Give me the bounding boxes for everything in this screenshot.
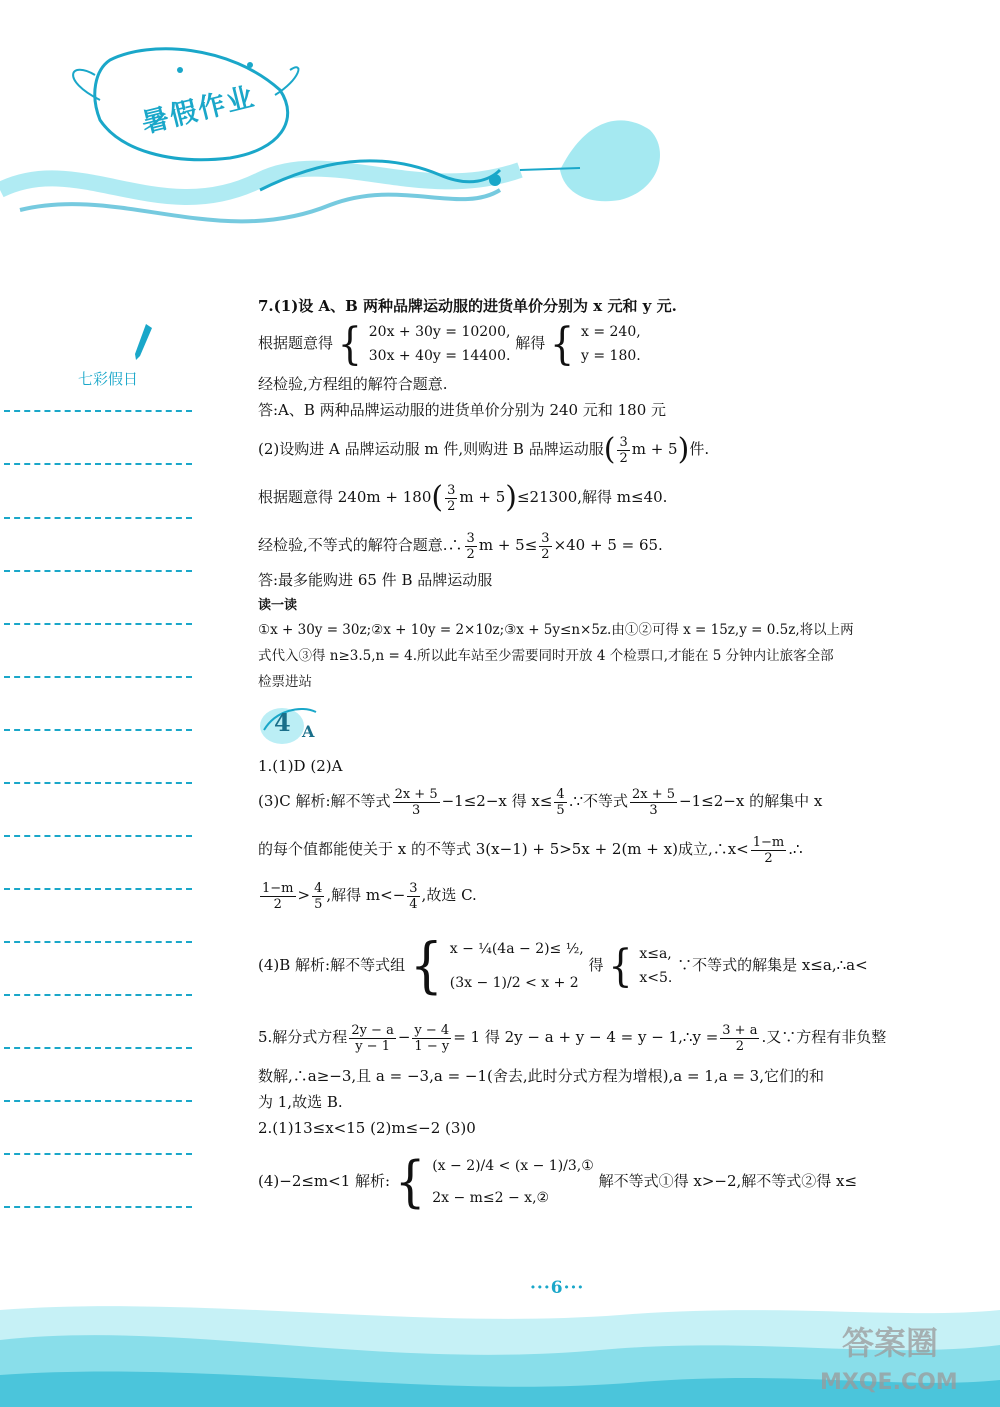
paren-open: ( (603, 432, 616, 467)
q7-system-line (258, 320, 641, 368)
ans-3-line2 (258, 832, 803, 866)
a3-text-i: ,故选 C. (421, 886, 477, 904)
fraction (349, 1023, 396, 1054)
fraction (751, 835, 787, 866)
note-line (4, 410, 192, 412)
q7-answer2: 答:最多能购进 65 件 B 品牌运动服 (258, 571, 493, 589)
ans-5-line1 (258, 1020, 886, 1054)
fraction (720, 1023, 759, 1054)
section-badge-num: 4 (274, 708, 291, 737)
a2-4-eq1: (x − 2)/4 < (x − 1)/3,① (432, 1158, 594, 1174)
frac-num: 3 (409, 880, 418, 896)
a5-minus: − (397, 1028, 411, 1046)
a3-text-h: ,解得 m<− (326, 886, 406, 904)
fraction (539, 531, 551, 562)
fraction (393, 787, 440, 818)
brace-icon: { (550, 318, 575, 370)
q7-part3 (258, 480, 667, 514)
q7-eq2: 30x + 40y = 14400. (368, 348, 511, 364)
watermark-logo: 答案圈 (842, 1324, 939, 1362)
frac-num: 3 (541, 530, 550, 546)
note-line (4, 517, 192, 519)
note-line (4, 463, 192, 465)
read-line2: 式代入③得 n≥3.5,n = 4.所以此车站至少需要同时开放 4 个检票口,才能在 5 分钟内让旅客全部 (258, 648, 834, 664)
q7-3-end: ≤21300,解得 m≤40. (516, 488, 668, 506)
frac-den: 1 − y (414, 1038, 450, 1054)
a4-solution (639, 942, 672, 990)
frac-num: 4 (314, 880, 323, 896)
note-line (4, 1100, 192, 1102)
fraction (445, 483, 457, 514)
note-line (4, 835, 192, 837)
brace-icon: { (394, 1149, 426, 1215)
a3-text-c: .∵不等式 (568, 792, 629, 810)
brace-icon: { (608, 940, 633, 992)
paren-close: ) (505, 480, 517, 515)
note-line (4, 1047, 192, 1049)
q7-answer1: 答:A、B 两种品牌运动服的进货单价分别为 240 元和 180 元 (258, 401, 667, 419)
q7-4-end: ×40 + 5 = 65. (553, 536, 663, 554)
a5-text-b: = 1 得 2y − a + y − 4 = y − 1,∴y = (453, 1028, 719, 1046)
ans-5-line2: 数解,∴a≥−3,且 a = −3,a = −1(舍去,此时分式方程为增根),a = 1,a = 3,它们的和 (258, 1067, 824, 1085)
q7-4-expr: m + 5≤ (478, 536, 538, 554)
q7-4-text: 经检验,不等式的解符合题意.∴ (258, 536, 463, 554)
header-title: 暑假作业 (138, 81, 259, 140)
a3-text-g: > (297, 886, 311, 904)
section-badge-letter: A (302, 722, 315, 741)
fraction (465, 531, 477, 562)
q7-2-end: 件. (689, 440, 710, 458)
a2-4-system (432, 1150, 594, 1214)
frac-num: 3 (619, 434, 628, 450)
q7-sol1: x = 240, (581, 324, 641, 340)
section-badge-icon (256, 700, 326, 748)
pen-icon (132, 322, 154, 362)
a4-system (450, 932, 584, 1000)
frac-den: 5 (556, 802, 565, 818)
frac-num: y − 4 (414, 1022, 450, 1038)
q7-part1: 7.(1)设 A、B 两种品牌运动服的进货单价分别为 x 元和 y 元. (258, 297, 677, 315)
frac-num: 3 + a (722, 1022, 758, 1038)
frac-num: 2x + 5 (394, 786, 438, 802)
a4-text-c: ∵不等式的解集是 x≤a,∴a< (677, 956, 868, 974)
frac-den: 5 (314, 896, 323, 912)
ans-3-line3 (258, 878, 477, 912)
a3-text-b: −1≤2−x 得 x≤ (441, 792, 553, 810)
watermark-url: MXQE.COM (820, 1370, 958, 1395)
fraction (312, 881, 324, 912)
q7-system (369, 320, 511, 368)
q7-sol2: y = 180. (581, 348, 641, 364)
a2-4-text-a: (4)−2≤m<1 解析: (258, 1172, 391, 1190)
a2-4-eq2: 2x − m≤2 − x,② (432, 1190, 550, 1206)
a4-sol1: x≤a, (639, 946, 672, 962)
note-line (4, 888, 192, 890)
q7-3-text: 根据题意得 240m + 180 (258, 488, 432, 506)
frac-den: 2 (735, 1038, 744, 1054)
ans-2-4 (258, 1150, 857, 1214)
frac-den: 4 (409, 896, 418, 912)
read-line1: ①x + 30y = 30z;②x + 10y = 2×10z;③x + 5y≤n×5z.由①②可得 x = 15z,y = 0.5z,将以上两 (258, 622, 854, 638)
a4-text-a: (4)B 解析:解不等式组 (258, 956, 406, 974)
note-line (4, 729, 192, 731)
a4-eq2: (3x − 1)/2 < x + 2 (449, 975, 579, 991)
brace-icon: { (337, 318, 362, 370)
frac-num: 4 (556, 786, 565, 802)
frac-num: 3 (447, 482, 456, 498)
note-line (4, 676, 192, 678)
page-number: ···6··· (530, 1278, 585, 1298)
sidebar-label: 七彩假日 (78, 370, 139, 388)
q7-check: 经检验,方程组的解符合题意. (258, 375, 448, 393)
a4-text-b: 得 (588, 956, 604, 974)
frac-num: 3 (466, 530, 475, 546)
q7-part2 (258, 432, 709, 466)
fraction (617, 435, 629, 466)
q7-solution (581, 320, 641, 368)
ans-1: 1.(1)D (2)A (258, 757, 343, 775)
frac-den: 2 (447, 498, 456, 514)
frac-num: 1−m (262, 880, 294, 896)
paren-close: ) (677, 432, 690, 467)
header-decoration (0, 0, 700, 260)
brace-icon: { (409, 931, 443, 1001)
frac-den: 2 (619, 450, 628, 466)
frac-den: y − 1 (355, 1038, 390, 1054)
note-line (4, 782, 192, 784)
frac-den: 3 (411, 802, 421, 818)
a2-4-text-b: 解不等式①得 x>−2,解不等式②得 x≤ (598, 1172, 858, 1190)
q7-2-expr: m + 5 (631, 440, 678, 458)
note-line (4, 994, 192, 996)
a3-text-f: .∴ (788, 840, 803, 858)
a3-text-a: (3)C 解析:解不等式 (258, 792, 391, 810)
note-line (4, 623, 192, 625)
frac-den: 2 (764, 850, 773, 866)
fraction (412, 1023, 451, 1054)
fraction (260, 881, 296, 912)
frac-num: 1−m (752, 834, 785, 850)
fraction (554, 787, 566, 818)
a4-sol2: x<5. (639, 970, 673, 986)
note-line (4, 941, 192, 943)
ans-3-line1 (258, 784, 822, 818)
ans-4 (258, 932, 868, 1000)
a3-text-d: −1≤2−x 的解集中 x (679, 792, 823, 810)
a5-text-a: 5.解分式方程 (258, 1028, 348, 1046)
note-line (4, 1153, 192, 1155)
ans-5-line3: 为 1,故选 B. (258, 1093, 343, 1111)
paren-open: ( (431, 480, 444, 515)
q7-eq1: 20x + 30y = 10200, (368, 324, 511, 340)
frac-num: 2y − a (351, 1022, 394, 1038)
q7-sys-prefix: 根据题意得 (258, 334, 334, 352)
q7-sol-prefix: 解得 (515, 334, 546, 352)
a3-text-e: 的每个值都能使关于 x 的不等式 3(x−1) + 5>5x + 2(m + x)成立,∴x< (258, 840, 749, 858)
read-line3: 检票进站 (258, 674, 312, 690)
read-title: 读一读 (258, 598, 298, 613)
a5-text-c: .又∵方程有非负整 (761, 1028, 887, 1046)
frac-den: 2 (273, 896, 282, 912)
q7-part4 (258, 528, 663, 562)
q7-2-text: (2)设购进 A 品牌运动服 m 件,则购进 B 品牌运动服 (258, 440, 604, 458)
frac-den: 2 (541, 546, 550, 562)
frac-num: 2x + 5 (632, 786, 676, 802)
note-line (4, 570, 192, 572)
frac-den: 2 (466, 546, 475, 562)
fraction (630, 787, 677, 818)
frac-den: 3 (649, 802, 658, 818)
fraction (407, 881, 419, 912)
ans-2: 2.(1)13≤x<15 (2)m≤−2 (3)0 (258, 1119, 476, 1137)
a4-eq1: x − ¼(4a − 2)≤ ½, (449, 941, 584, 957)
note-line (4, 1206, 192, 1208)
q7-3-expr: m + 5 (459, 488, 506, 506)
